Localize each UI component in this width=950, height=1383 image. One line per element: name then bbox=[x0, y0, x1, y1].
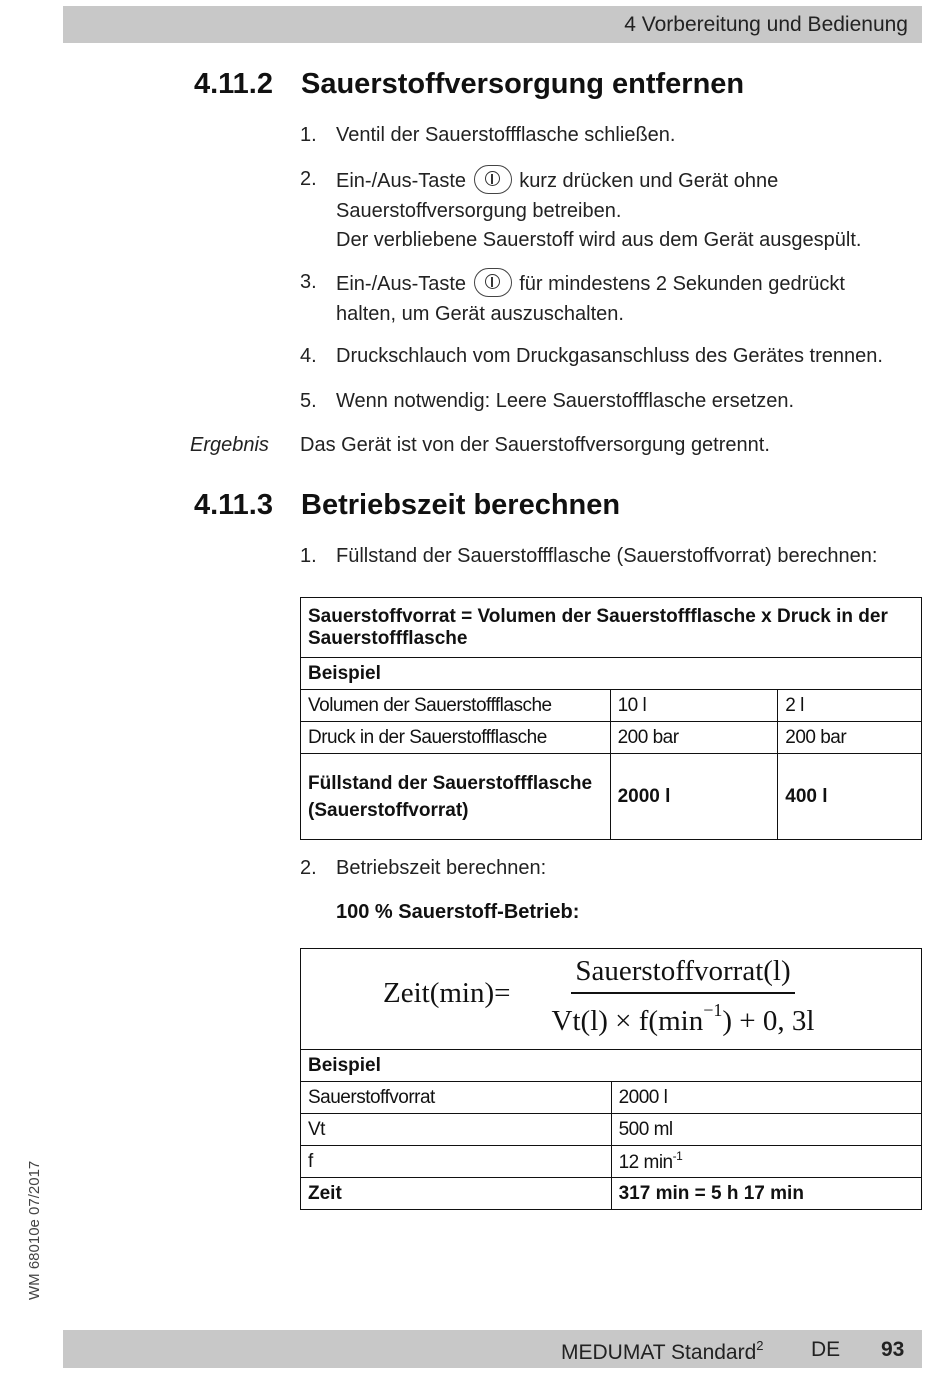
step-text: Druckschlauch vom Druckgasanschluss des Gerätes trennen. bbox=[336, 345, 883, 367]
result-text: Das Gerät ist von der Sauerstoffversorgung getrennt. bbox=[300, 434, 770, 456]
page-number: 93 bbox=[881, 1338, 905, 1361]
step-text-part: Sauerstoffversorgung betreiben. bbox=[336, 199, 622, 222]
table-row bbox=[301, 658, 922, 690]
step-number: 3. bbox=[300, 271, 317, 293]
example-label: Beispiel bbox=[301, 1050, 922, 1082]
step-number: 2. bbox=[300, 857, 317, 879]
section-title: Betriebszeit berechnen bbox=[301, 489, 621, 521]
table-cell: 400 l bbox=[778, 754, 922, 840]
step-number: 1. bbox=[300, 124, 317, 146]
step-text-part: halten, um Gerät auszuschalten. bbox=[336, 302, 624, 325]
table-row bbox=[301, 598, 922, 658]
table-cell: 2000 l bbox=[610, 754, 778, 840]
step-text: Ventil der Sauerstoffflasche schließen. bbox=[336, 124, 676, 146]
table-cell bbox=[611, 1146, 921, 1178]
table-row bbox=[301, 1146, 922, 1178]
step-text-part: Der verbliebene Sauerstoff wird aus dem Gerät ausgespült. bbox=[336, 229, 862, 251]
table-cell: Füllstand der Sauerstoffflasche (Sauerstoffvorrat) bbox=[301, 754, 611, 840]
document-code: WM 68010e 07/2017 bbox=[26, 1160, 43, 1300]
oxygen-supply-table bbox=[300, 597, 922, 840]
table-row bbox=[301, 722, 922, 754]
table-row bbox=[301, 1050, 922, 1082]
example-label: Beispiel bbox=[301, 658, 922, 690]
step-number: 4. bbox=[300, 345, 317, 367]
step-number: 2. bbox=[300, 168, 317, 190]
table-row bbox=[301, 1082, 922, 1114]
section-number: 4.11.2 bbox=[193, 68, 273, 100]
header-bar bbox=[63, 6, 922, 43]
table-row bbox=[301, 690, 922, 722]
mode-heading: 100 % Sauerstoff-Betrieb: bbox=[336, 901, 580, 923]
table-cell: 500 ml bbox=[611, 1114, 921, 1146]
formula-fraction bbox=[533, 955, 833, 1038]
table-cell: 2000 l bbox=[611, 1082, 921, 1114]
formula-lhs: Zeit(min)= bbox=[383, 977, 511, 1009]
formula-numerator: Sauerstoffvorrat(l) bbox=[571, 955, 794, 994]
product-name-text: MEDUMAT Standard bbox=[561, 1341, 757, 1364]
product-superscript: 2 bbox=[756, 1338, 764, 1353]
table-cell: 200 bar bbox=[778, 722, 922, 754]
formula-box bbox=[300, 948, 922, 1050]
step-text bbox=[336, 165, 926, 256]
chapter-title: 4 Vorbereitung und Bedienung bbox=[624, 13, 908, 36]
result-label: Ergebnis bbox=[190, 434, 269, 456]
step-text: Wenn notwendig: Leere Sauerstoffflasche ersetzen. bbox=[336, 390, 795, 412]
table-cell: Vt bbox=[301, 1114, 612, 1146]
footer-bar bbox=[63, 1330, 922, 1368]
power-button-icon bbox=[474, 268, 512, 297]
step-text: Füllstand der Sauerstoffflasche (Sauerstoffvorrat) berechnen: bbox=[336, 545, 878, 567]
formula-den-part: ) + 0, 3l bbox=[722, 1005, 815, 1037]
table-cell: 317 min = 5 h 17 min bbox=[611, 1178, 921, 1210]
table-cell: f bbox=[301, 1146, 612, 1178]
table-row bbox=[301, 754, 922, 840]
table-row bbox=[301, 1114, 922, 1146]
step-text-part: für mindestens 2 Sekunden gedrückt bbox=[519, 273, 845, 295]
cell-exponent: -1 bbox=[672, 1149, 683, 1163]
section-title: Sauerstoffversorgung entfernen bbox=[301, 68, 745, 100]
section-heading-4-11-2 bbox=[193, 68, 745, 101]
table-cell: Volumen der Sauerstoffflasche bbox=[301, 690, 611, 722]
formula-den-part: Vt(l) × f(min bbox=[551, 1005, 704, 1037]
step-text-part: kurz drücken und Gerät ohne bbox=[519, 170, 779, 192]
step-text-part: Ein-/Aus-Taste bbox=[336, 170, 467, 192]
table-cell: 2 l bbox=[778, 690, 922, 722]
language-code: DE bbox=[811, 1338, 841, 1361]
section-heading-4-11-3 bbox=[193, 489, 621, 522]
table-cell: Zeit bbox=[301, 1178, 612, 1210]
step-text-part: Ein-/Aus-Taste bbox=[336, 273, 467, 295]
table-cell: 200 bar bbox=[610, 722, 778, 754]
formula-exponent: −1 bbox=[703, 1000, 723, 1020]
operating-time-table bbox=[300, 1049, 922, 1210]
table-cell: 10 l bbox=[610, 690, 778, 722]
power-button-icon bbox=[474, 165, 512, 194]
table-cell: Sauerstoffvorrat bbox=[301, 1082, 612, 1114]
product-name bbox=[561, 1338, 764, 1365]
step-number: 1. bbox=[300, 545, 317, 567]
step-text bbox=[336, 268, 926, 329]
cell-value: 12 min bbox=[618, 1152, 673, 1173]
table-row bbox=[301, 1178, 922, 1210]
section-number: 4.11.3 bbox=[193, 489, 273, 521]
step-number: 5. bbox=[300, 390, 317, 412]
table-cell: Druck in der Sauerstoffflasche bbox=[301, 722, 611, 754]
step-text: Betriebszeit berechnen: bbox=[336, 857, 547, 879]
formula-denominator bbox=[533, 1000, 833, 1038]
formula-cell: Sauerstoffvorrat = Volumen der Sauerstoffflasche x Druck in der Sauerstoffflasche bbox=[301, 598, 922, 658]
